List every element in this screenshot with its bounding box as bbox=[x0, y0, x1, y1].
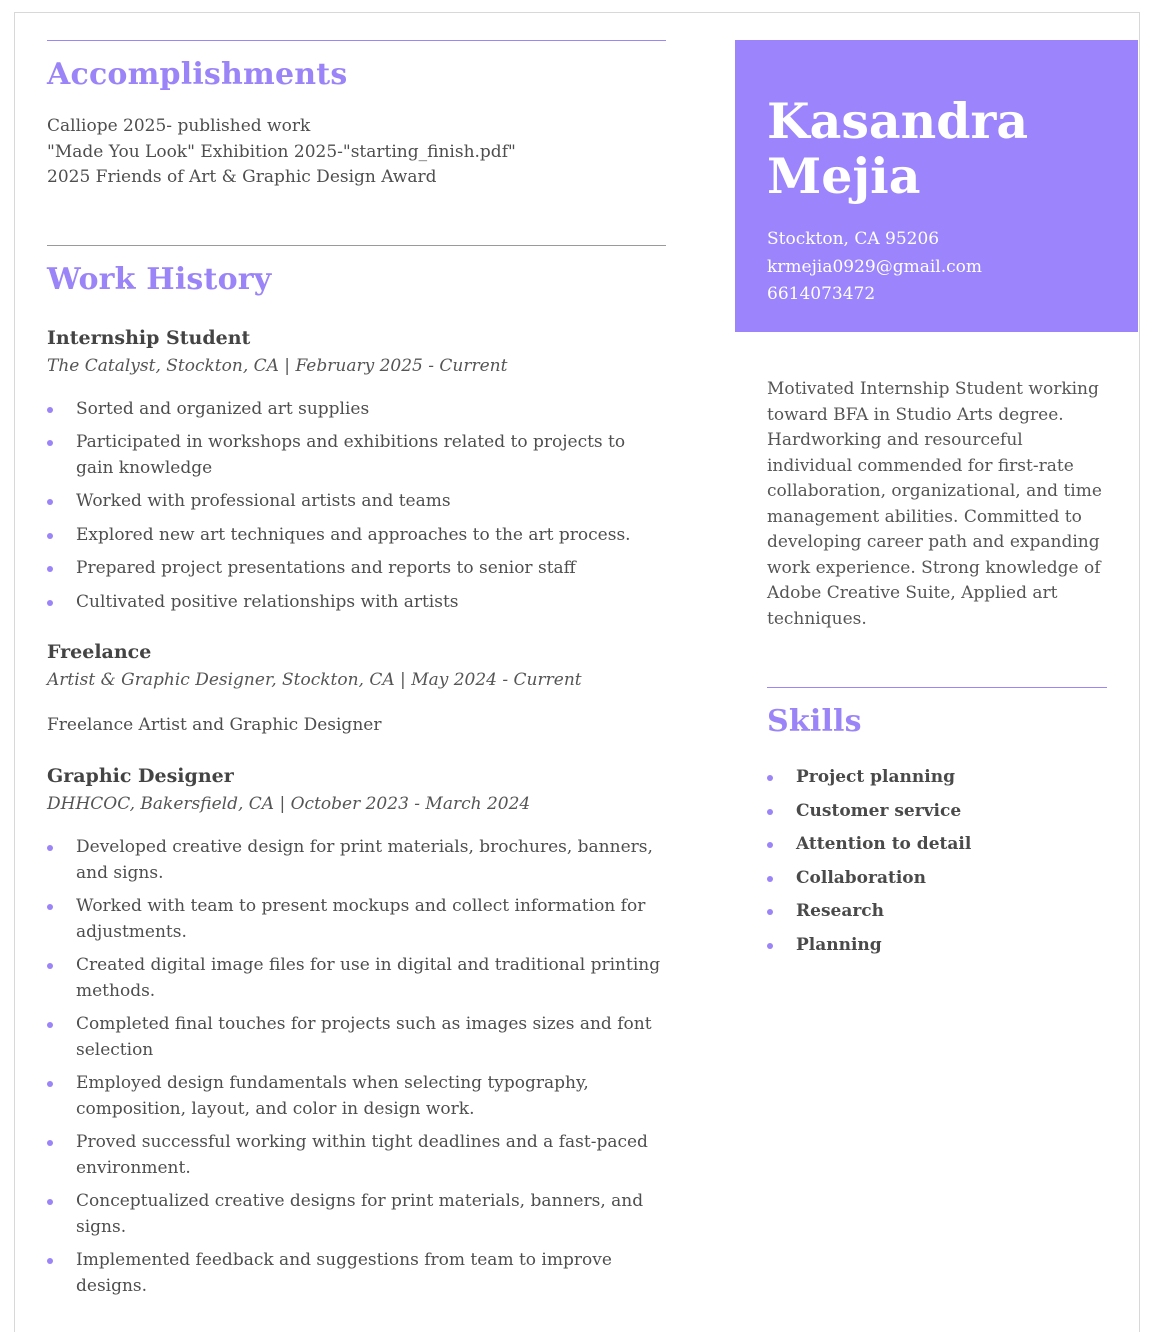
location: Stockton, CA 95206 bbox=[767, 229, 940, 249]
skill-item: Planning bbox=[767, 933, 1107, 958]
accomplishments-heading: Accomplishments bbox=[47, 57, 348, 92]
job-entry bbox=[47, 641, 666, 738]
skill-item: Attention to detail bbox=[767, 832, 1107, 857]
accomplishment-item: Calliope 2025- published work bbox=[47, 116, 311, 136]
job-bullet: Proved successful working within tight deadlines and a fast-paced environment. bbox=[47, 1130, 666, 1181]
job-title: Graphic Designer bbox=[47, 765, 234, 787]
skill-item: Project planning bbox=[767, 765, 1107, 790]
job-bullet: Employed design fundamentals when selecting typography, composition, layout, and color in design work. bbox=[47, 1071, 666, 1122]
accomplishment-item: "Made You Look" Exhibition 2025-"starting_finish.pdf" bbox=[47, 141, 516, 162]
skill-item: Research bbox=[767, 899, 1107, 924]
right-column bbox=[767, 377, 1107, 967]
job-bullet: Cultivated positive relationships with artists bbox=[47, 590, 666, 616]
skills-list bbox=[767, 765, 1107, 958]
job-title: Freelance bbox=[47, 641, 152, 663]
job-bullets bbox=[47, 835, 666, 1299]
job-entry bbox=[47, 765, 666, 1299]
skill-item: Collaboration bbox=[767, 866, 1107, 891]
job-bullet: Developed creative design for print materials, brochures, banners, and signs. bbox=[47, 835, 666, 886]
job-bullet: Participated in workshops and exhibitions related to projects to gain knowledge bbox=[47, 430, 666, 481]
job-bullet: Completed final touches for projects such as images sizes and font selection bbox=[47, 1012, 666, 1063]
job-description: Freelance Artist and Graphic Designer bbox=[47, 715, 382, 735]
email: krmejia0929@gmail.com bbox=[767, 256, 983, 277]
section-divider bbox=[767, 687, 1107, 688]
professional-summary: Motivated Internship Student working toward BFA in Studio Arts degree. Hardworking and resourceful individual commended for first-rate collaboration, organizational, and time management abilities. Committed to developing career path and expanding work experience. Strong knowledge of Adobe Creative Suite, Applied art techniques. bbox=[767, 379, 1102, 629]
section-divider bbox=[47, 40, 666, 41]
first-name: Kasandra bbox=[767, 92, 1029, 150]
name-header bbox=[735, 40, 1138, 332]
job-meta: Artist & Graphic Designer, Stockton, CA | May 2024 - Current bbox=[47, 670, 582, 690]
accomplishment-item: 2025 Friends of Art & Graphic Design Award bbox=[47, 167, 437, 187]
job-entry bbox=[47, 327, 666, 616]
skill-item: Customer service bbox=[767, 799, 1107, 824]
job-bullet: Prepared project presentations and reports to senior staff bbox=[47, 556, 666, 582]
job-bullets bbox=[47, 397, 666, 616]
accomplishments-list bbox=[47, 114, 666, 191]
job-bullet: Implemented feedback and suggestions from team to improve designs. bbox=[47, 1248, 666, 1299]
job-bullet: Worked with team to present mockups and collect information for adjustments. bbox=[47, 894, 666, 945]
left-column bbox=[47, 40, 666, 1307]
job-bullet: Created digital image files for use in digital and traditional printing methods. bbox=[47, 953, 666, 1004]
candidate-name bbox=[767, 94, 1127, 204]
section-divider bbox=[47, 245, 666, 246]
job-bullet: Worked with professional artists and teams bbox=[47, 489, 666, 515]
skills-heading: Skills bbox=[767, 704, 862, 739]
job-meta: DHHCOC, Bakersfield, CA | October 2023 - March 2024 bbox=[47, 794, 531, 814]
job-bullet: Conceptualized creative designs for print materials, banners, and signs. bbox=[47, 1189, 666, 1240]
job-bullet: Explored new art techniques and approaches to the art process. bbox=[47, 523, 666, 549]
phone: 6614073472 bbox=[767, 284, 876, 304]
work-history-heading: Work History bbox=[47, 261, 272, 297]
job-bullet: Sorted and organized art supplies bbox=[47, 397, 666, 423]
job-title: Internship Student bbox=[47, 326, 251, 349]
contact-info bbox=[767, 226, 982, 309]
last-name: Mejia bbox=[767, 147, 921, 205]
job-meta: The Catalyst, Stockton, CA | February 2025 - Current bbox=[47, 355, 508, 376]
